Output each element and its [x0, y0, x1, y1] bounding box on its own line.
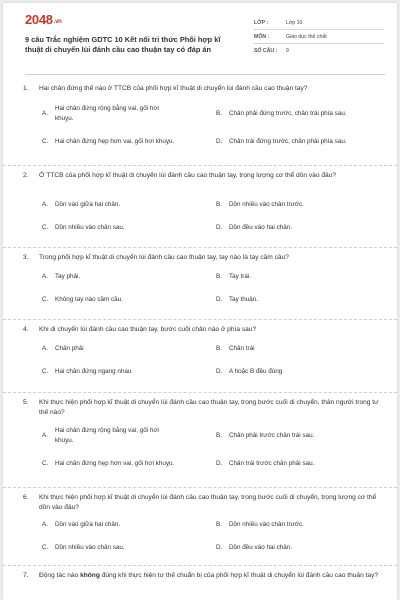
- question-number: 2.: [23, 172, 29, 179]
- option-b[interactable]: [216, 431, 394, 441]
- question-number: 4.: [23, 326, 29, 333]
- option-d[interactable]: [216, 367, 369, 377]
- option-b[interactable]: [216, 272, 369, 282]
- option-letter: B.: [216, 345, 222, 352]
- meta-value: 9: [286, 48, 289, 54]
- option-c[interactable]: [42, 543, 195, 553]
- question-item: [3, 248, 397, 320]
- question-list: [3, 81, 397, 600]
- meta-row-class: [254, 16, 384, 30]
- question-item: [3, 566, 397, 600]
- option-b[interactable]: [216, 344, 369, 354]
- option-text: Dồn nhiều vào chân sau.: [55, 224, 125, 231]
- option-d[interactable]: [216, 295, 369, 305]
- meta-key: MÔN :: [254, 33, 270, 40]
- option-text: Tay trái.: [229, 273, 252, 280]
- option-d[interactable]: [216, 223, 369, 233]
- option-text: Chân trái trước chân phải sau.: [229, 460, 315, 467]
- question-number: 1.: [23, 85, 29, 92]
- option-letter: C.: [42, 296, 49, 303]
- option-letter: C.: [42, 138, 49, 145]
- option-letter: C.: [42, 544, 49, 551]
- meta-value: Lớp 10: [286, 19, 303, 26]
- question-number: 3.: [23, 254, 29, 261]
- question-text-emphasis: không: [80, 572, 100, 579]
- option-text: Dồn vào giữa hai chân.: [55, 201, 121, 208]
- option-text: Tay phải.: [55, 273, 81, 280]
- option-c[interactable]: [42, 367, 195, 377]
- option-c[interactable]: [42, 137, 215, 147]
- option-letter: D.: [216, 544, 223, 551]
- option-text: Dồn đều vào hai chân.: [229, 224, 293, 231]
- option-text: Hai chân đứng rộng bằng vai, gối hơi khuỵu.: [55, 105, 159, 122]
- question-item: [3, 166, 397, 248]
- option-letter: A.: [42, 110, 48, 117]
- option-text: Không tay nào cầm cầu.: [55, 296, 123, 303]
- option-letter: D.: [216, 138, 223, 145]
- question-item: [3, 488, 397, 566]
- document-header: [3, 3, 397, 65]
- option-a[interactable]: [42, 272, 195, 282]
- question-number: 5.: [23, 399, 29, 406]
- option-b[interactable]: [216, 520, 369, 530]
- option-letter: B.: [216, 110, 222, 117]
- option-a[interactable]: [42, 344, 195, 354]
- option-letter: B.: [216, 432, 222, 439]
- logo-suffix: .vn: [53, 19, 62, 25]
- question-text-start: Động tác nào: [39, 572, 81, 579]
- option-letter: A.: [42, 345, 48, 352]
- option-text: Chân phải đứng trước, chân trái phía sau.: [229, 110, 347, 117]
- option-d[interactable]: [216, 543, 369, 553]
- question-text: Ở TTCB của phối hợp kĩ thuật di chuyển lùi đánh cầu cao thuận tay, trọng lượng cơ thể dồn vào đâu?: [39, 172, 336, 179]
- meta-key: SỐ CÂU :: [254, 48, 278, 54]
- option-text: Chân trái: [229, 345, 255, 352]
- logo-text: 2048: [25, 12, 53, 27]
- option-b[interactable]: [216, 200, 369, 210]
- option-a[interactable]: [42, 200, 195, 210]
- option-text: Dồn nhiều vào chân trước.: [229, 201, 304, 208]
- option-c[interactable]: [42, 295, 195, 305]
- option-text: Dồn vào giữa hai chân.: [55, 521, 121, 528]
- option-a[interactable]: [42, 426, 175, 446]
- question-text: [39, 571, 381, 581]
- option-d[interactable]: [216, 459, 394, 469]
- option-text: Dồn đều vào hai chân.: [229, 544, 293, 551]
- question-item: [3, 81, 397, 166]
- meta-row-subject: [254, 30, 384, 44]
- question-text: Khi thực hiện phối hợp kĩ thuật di chuyển lùi đánh cầu cao thuận tay, trong bước cuối di chuyển, trọng lượng cơ thể dồn vào đâu?: [39, 494, 377, 511]
- option-letter: C.: [42, 368, 49, 375]
- option-b[interactable]: [216, 109, 394, 119]
- option-letter: A.: [42, 273, 48, 280]
- option-text: A hoặc B đều đúng: [229, 368, 283, 375]
- option-text: Hai chân đứng hẹp hơn vai, gối hơi khuỵu.: [55, 138, 175, 145]
- header-divider: [25, 74, 385, 75]
- option-text: Chân phải: [55, 345, 84, 352]
- option-c[interactable]: [42, 459, 215, 469]
- option-text: Hai chân đứng hẹp hơn vai, gối hơi khuỵu.: [55, 460, 175, 467]
- meta-value: Giáo dục thể chất: [286, 33, 327, 40]
- meta-row-count: [254, 44, 384, 58]
- option-c[interactable]: [42, 223, 195, 233]
- option-text: Tay thuận.: [229, 296, 259, 303]
- option-letter: D.: [216, 368, 223, 375]
- option-letter: C.: [42, 224, 49, 231]
- question-item: [3, 393, 397, 488]
- document-meta: [254, 16, 384, 58]
- option-a[interactable]: [42, 520, 195, 530]
- option-text: Chân trái đứng trước, chân phải phía sau.: [229, 138, 347, 145]
- option-letter: D.: [216, 224, 223, 231]
- question-text: Trong phối hợp kĩ thuật di chuyển lùi đánh cầu cao thuận tay, tay nào là tay cầm cầu?: [39, 254, 289, 261]
- option-a[interactable]: [42, 104, 175, 124]
- option-text: Chân phải trước chân trái sau.: [229, 432, 315, 439]
- option-text: Hai chân đứng ngang nhau: [55, 368, 132, 375]
- option-letter: A.: [42, 521, 48, 528]
- option-letter: C.: [42, 460, 49, 467]
- question-item: [3, 320, 397, 393]
- option-letter: B.: [216, 201, 222, 208]
- option-letter: D.: [216, 460, 223, 467]
- question-text: Khi thực hiện phối hợp kĩ thuật di chuyển lùi đánh cầu cao thuận tay, trong bước cuối di chuyển, thân người trong tư thế nào?: [39, 399, 379, 416]
- question-text: Khi di chuyển lùi đánh cầu cao thuận tay, bước cuối chân nào ở phía sau?: [39, 326, 257, 333]
- option-text: Dồn nhiều vào chân trước.: [229, 521, 304, 528]
- option-letter: A.: [42, 432, 48, 439]
- option-text: Hai chân đứng rộng bằng vai, gối hơi khuỵu.: [55, 427, 159, 444]
- option-letter: A.: [42, 201, 48, 208]
- question-text-end: đúng khi thực hiện tư thế chuẩn bị của phối hợp kĩ thuật di chuyển lùi đánh cầu cao thuận tay?: [99, 572, 379, 579]
- document-title: 9 câu Trắc nghiệm GDTC 10 Kết nối tri thức Phối hợp kĩ thuật di chuyển lùi đánh cầu cao thuận tay có đáp án: [25, 35, 221, 54]
- meta-key: LỚP :: [254, 19, 269, 26]
- option-text: Dồn nhiều vào chân sau.: [55, 544, 125, 551]
- question-number: 7.: [23, 572, 29, 579]
- option-letter: D.: [216, 296, 223, 303]
- question-text: Hai chân đứng thế nào ở TTCB của phối hợp kĩ thuật di chuyển lùi đánh cầu cao thuận tay?: [39, 85, 308, 92]
- question-number: 6.: [23, 494, 29, 501]
- option-letter: B.: [216, 521, 222, 528]
- document-page: [3, 3, 397, 600]
- option-d[interactable]: [216, 137, 394, 147]
- option-letter: B.: [216, 273, 222, 280]
